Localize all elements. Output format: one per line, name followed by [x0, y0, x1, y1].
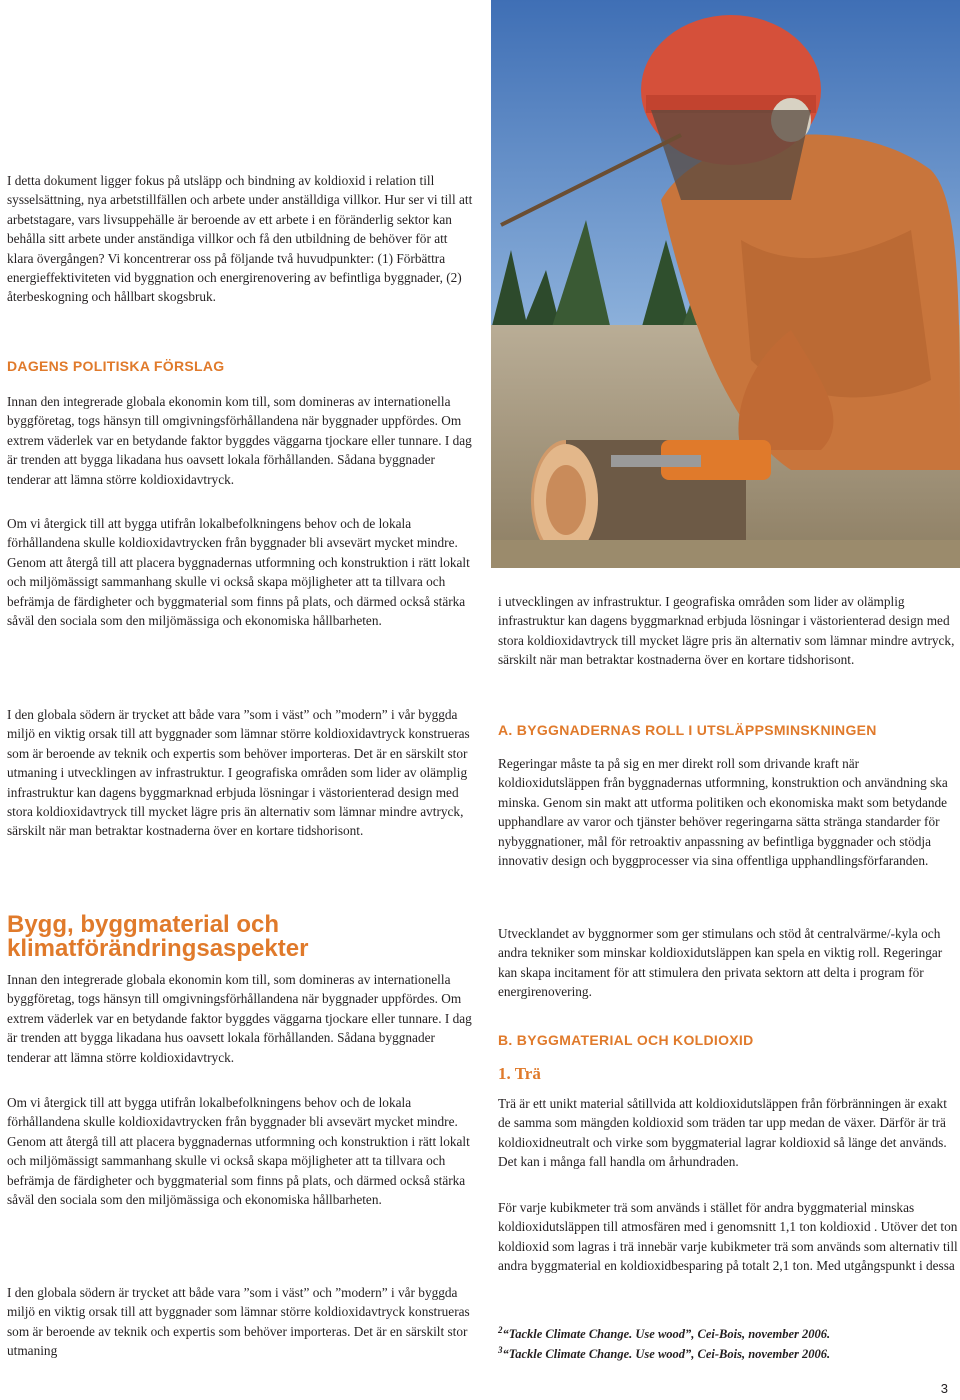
bygg-paragraph-2: Om vi återgick till att bygga utifrån lokalbefolkningens behov och de lokala förhållandena skulle koldioxidavtrycken från byggnader bli avsevärt mycket mindre. Genom att återgå till att placera byggnadernas utformning och konstruktion i rätt lokalt och miljömässigt sammanhang skulle vi också skapa möjligheter att ta tillvara och befrämja de färdigheter och byggmaterial som finns på plats, och därmed också stärka såväl den sociala som den miljömässiga och ekonomiska hållbarheten.: [7, 1095, 470, 1208]
footnote-3: $^3$“Tackle Climate Change. Use wood”, Cei-Bois, november 2006.: [498, 1345, 831, 1362]
intro-paragraph: I detta dokument ligger fokus på utsläpp och bindning av koldioxid i relation till sysselsättning, nya arbetstillfällen och arbete under anställdiga villkor. Hur ser vi till att arbetstagare, vars livsuppehälle är beroende av ett arbete i en föränderlig sektor kan behålla sitt arbete under anständiga villkor och få den utbildning de behöver för att klara övergången? Vi koncentrerar oss på följande två huvudpunkter: (1) Förbättra energieffektiviteten vid byggnation och energirenovering av befintliga byggnader, (2) återbeskogning och hållbart skogsbruk.: [7, 173, 473, 305]
section-a-paragraph-1: Regeringar måste ta på sig en mer direkt roll som drivande kraft när koldioxidutsläppen från byggnadernas utformning, konstruktion och användning ska minska. Genom sin makt att utforma politiken och ekonomiska makt som betydande upphandlare av varor och tjänster behöver regeringarna sätta stränga standarder för nybyggnationer, mål för retroaktiv anpassning av befintliga byggnader och stödja innovativ design och byggprocesser via sina offentliga upphandlingsförfaranden.: [498, 756, 948, 869]
section-heading-a: A. BYGGNADERNAS ROLL I UTSLÄPPSMINSKNINGEN: [498, 722, 877, 738]
dagens-paragraph-2: Om vi återgick till att bygga utifrån lokalbefolkningens behov och de lokala förhållandena skulle koldioxidavtrycken från byggnader bli avsevärt mycket mindre. Genom att återgå till att placera byggnadernas utformning och konstruktion i rätt lokalt och miljömässigt sammanhang skulle vi också skapa möjligheter att ta tillvara och befrämja de färdigheter och byggmaterial som finns på plats, och därmed också stärka såväl den sociala som den miljömässiga och ekonomiska hållbarheten.: [7, 516, 470, 629]
subheading-tra: 1. Trä: [498, 1064, 541, 1083]
photo-chainsaw-worker: [491, 0, 960, 568]
page-number: 3: [940, 1381, 948, 1396]
dagens-paragraph-3: I den globala södern är trycket att både vara ”som i väst” och ”modern” i vår byggda miljö en viktig orsak till att byggnader som lämnar större koldioxidavtryck konstrueras som är beroende av teknik och expertis som behöver importeras. Det är en särskilt stor utmaning i utvecklingen av infrastruktur. I geografiska områden som lider av olämplig infrastruktur kan dagens byggmarknad erbjuda lösningar i västorienterad design med stora koldioxidavtryck till mycket lägre pris än alternativ som lämnar mindre avtryck, särskilt när man betraktar kostnaderna över en kortare tidshorisont.: [7, 707, 470, 839]
footnote-2: $^2$“Tackle Climate Change. Use wood”, Cei-Bois, november 2006.: [498, 1325, 831, 1342]
section-b-paragraph-1: Trä är ett unikt material såtillvida att koldioxidutsläppen från förbränningen är exakt de samma som mängden koldioxid som träden tar upp medan de växer. Därför är trä koldioxidneutralt och virke som byggmaterial lagrar koldioxid så länge det används. Det kan i många fall handla om århundraden.: [498, 1096, 947, 1170]
bygg-paragraph-3: I den globala södern är trycket att både vara ”som i väst” och ”modern” i vår byggda miljö en viktig orsak till att byggnader som lämnar större koldioxidavtryck konstrueras som är beroende av teknik och expertis som behöver importeras. Det är en särskilt stor utmaning: [7, 1285, 470, 1359]
section-a-paragraph-2: Utvecklandet av byggnormer som ger stimulans och stöd åt centralvärme/-kyla och andra tekniker som minskar koldioxidutsläppen kan spela en viktig roll. Regeringar kan skapa incitament för att stimulera den privata sektorn att delta i program för energirenovering.: [498, 926, 943, 1000]
section-b-paragraph-2: För varje kubikmeter trä som används i stället för andra byggmaterial minskas koldioxidutsläppen till atmosfären med i genomsnitt 1,1 ton koldioxid . Utöver det ton koldioxid som lagras i trä innebär varje kubikmeter trä som används som alternativ till andra byggmaterial en koldioxidbesparing på totalt 2,1 ton. Med utgångspunkt i dessa: [498, 1200, 958, 1274]
dagens-paragraph-1: Innan den integrerade globala ekonomin kom till, som domineras av internationella byggföretag, togs hänsyn till omgivningsförhållandena när byggnader uppfördes. Om extrem väderlek var en betydande faktor byggdes väggarna tjockare eller tunnare. I dag är trenden att bygga likadana hus oavsett lokala förhållanden. Sådana byggnader tenderar att lämna större koldioxidavtryck.: [7, 394, 472, 487]
right-continuation-paragraph: i utvecklingen av infrastruktur. I geografiska områden som lider av olämplig infrastruktur kan dagens byggmarknad erbjuda lösningar i västorienterad design med stora koldioxidavtryck till mycket lägre pris än alternativ som lämnar mindre avtryck, särskilt när man betraktar kostnaderna över en kortare tidshorisont.: [498, 594, 955, 668]
section-heading-dagens: DAGENS POLITISKA FÖRSLAG: [7, 358, 225, 374]
section-heading-b: B. BYGGMATERIAL OCH KOLDIOXID: [498, 1032, 754, 1048]
section-heading-bygg: Bygg, byggmaterial och klimatförändringsaspekter: [7, 911, 309, 962]
bygg-paragraph-1: Innan den integrerade globala ekonomin kom till, som domineras av internationella byggföretag, togs hänsyn till omgivningsförhållandena när byggnader uppfördes. Om extrem väderlek var en betydande faktor byggdes väggarna tjockare eller tunnare. I dag är trenden att bygga likadana hus oavsett lokala förhållanden. Sådana byggnader tenderar att lämna större koldioxidavtryck.: [7, 972, 472, 1065]
